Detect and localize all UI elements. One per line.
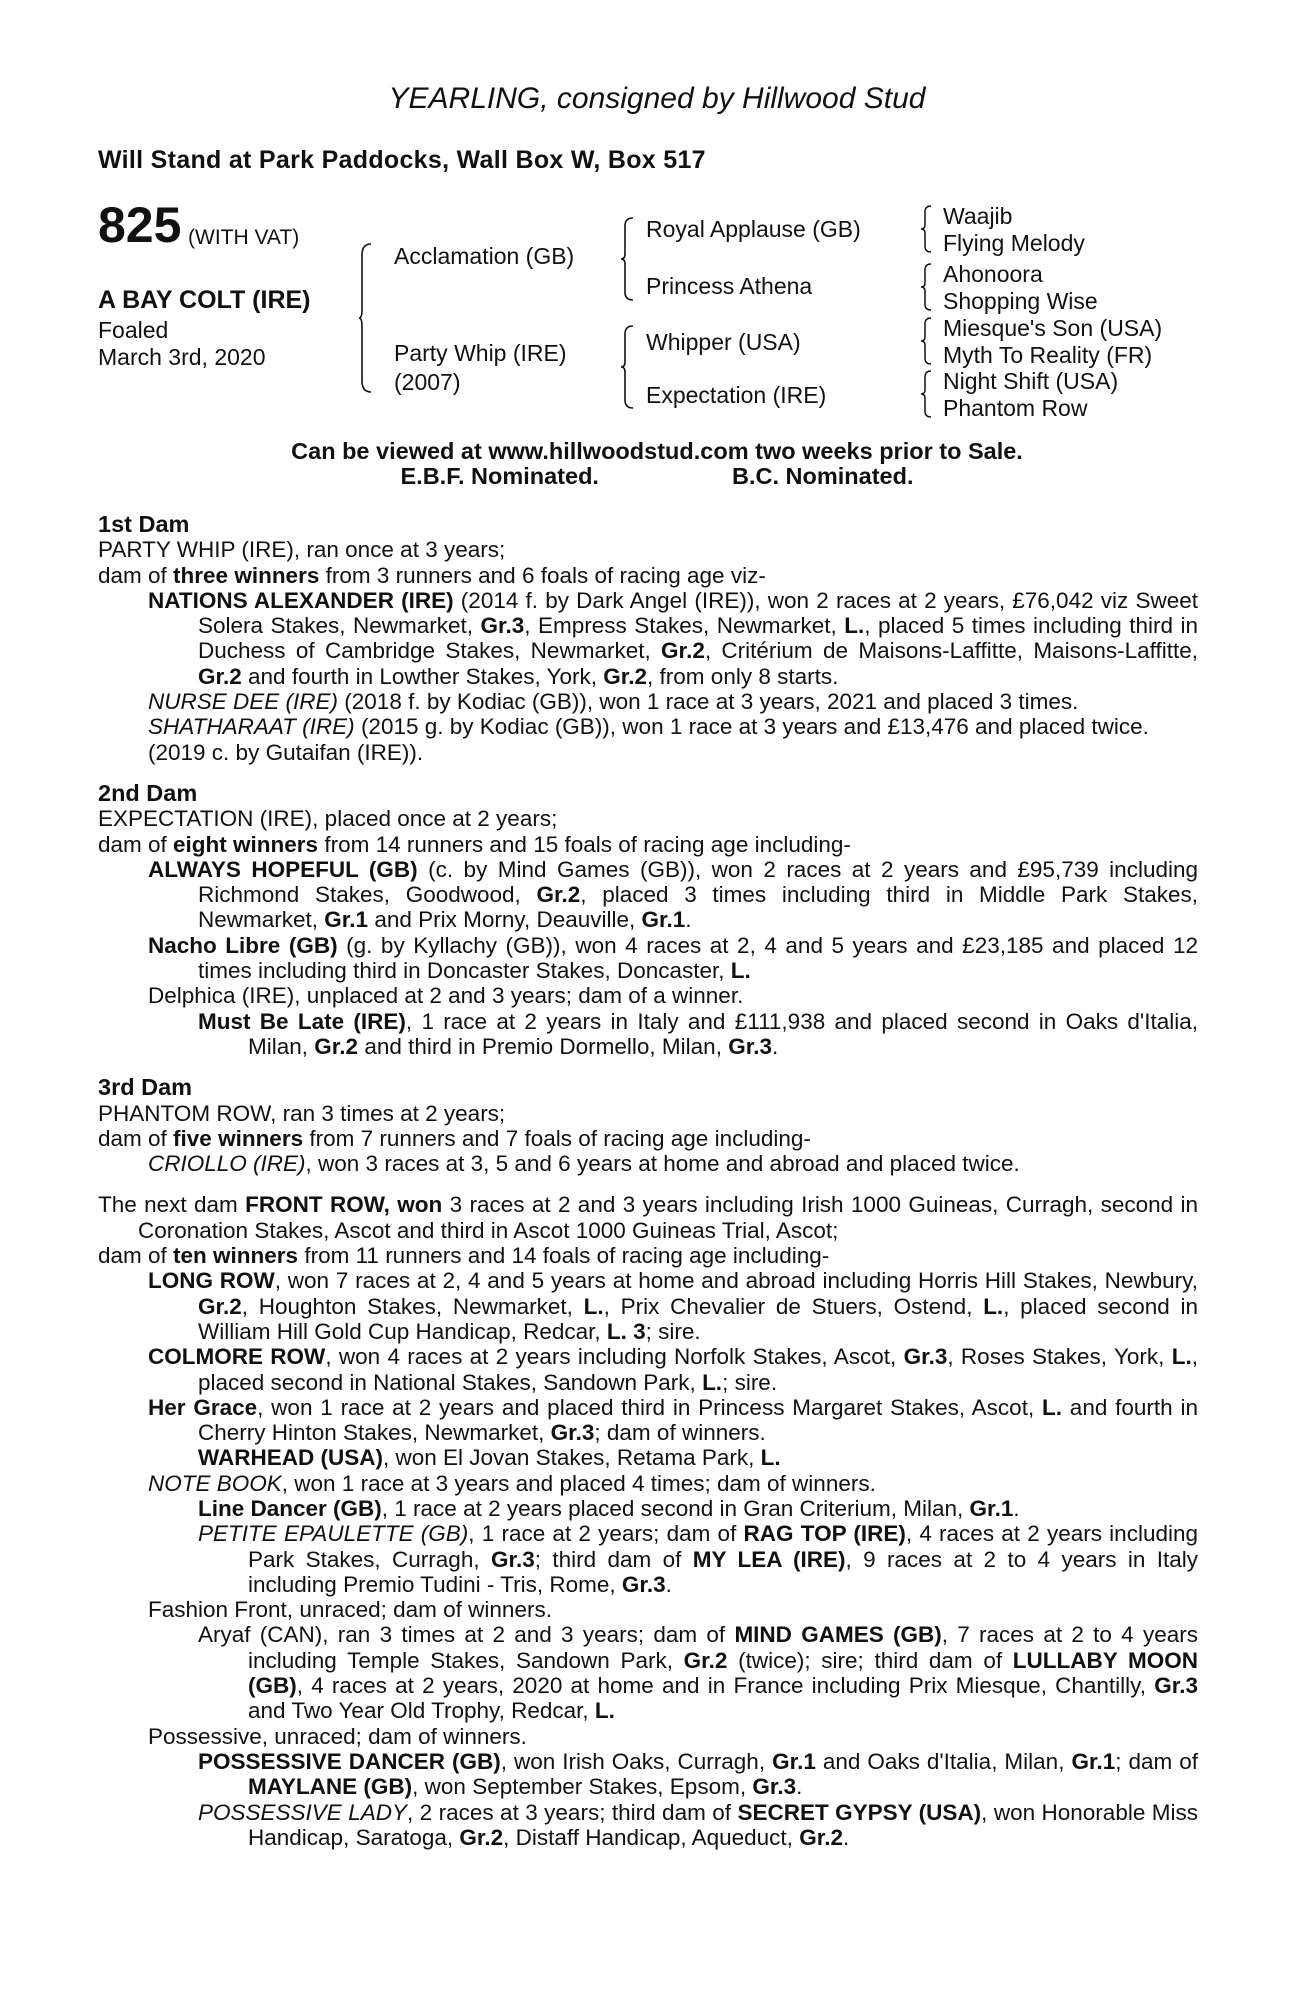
- bold-text: Gr.3: [550, 1420, 595, 1446]
- text-run: , won 3 races at 3, 5 and 6 years at home and abroad and placed twice.: [305, 1151, 1020, 1177]
- text-run: , 9 races at 2 to 4 years in Italy including Premio Tudini - Tris, Rome,: [248, 1546, 1198, 1597]
- pedigree-entry: [98, 689, 1198, 714]
- text-run: Possessive, unraced; dam of winners.: [148, 1723, 527, 1749]
- text-run: , Empress Stakes, Newmarket,: [524, 613, 845, 639]
- pedigree-brace-g3-3: [920, 317, 932, 365]
- section-heading: 3rd Dam: [98, 1074, 193, 1101]
- bold-text: Gr.2: [661, 638, 705, 664]
- pedigree-entry: [98, 857, 1198, 933]
- text-run: 3 races at 2 and 3 years including Irish 1000 Guineas, Curragh, second in Coronation Stakes, Ascot and third in Ascot 1000 Guineas Trial, Ascot;: [138, 1192, 1199, 1243]
- pedigree-dam-dam: Expectation (IRE): [646, 382, 827, 408]
- text-run: , 7 races at 2 to 4 years including Temple Stakes, Sandown Park,: [248, 1622, 1198, 1673]
- bold-text: Her Grace: [148, 1394, 258, 1420]
- pedigree-sire: Acclamation (GB): [394, 243, 575, 269]
- viewing-note: Can be viewed at www.hillwoodstud.com two weeks prior to Sale.: [291, 438, 1023, 464]
- bold-text: L.: [1042, 1394, 1062, 1420]
- text-run: The next dam: [98, 1192, 246, 1218]
- ebf-nomination: E.B.F. Nominated.: [400, 463, 599, 489]
- section-gap: [98, 1059, 1198, 1075]
- lot-description: A BAY COLT (IRE): [98, 286, 311, 314]
- text-run: (2015 g. by Kodiac (GB)), won 1 race at 3 years and £13,476 and placed twice.: [354, 714, 1149, 740]
- text-run: from 14 runners and 15 foals of racing age including-: [318, 831, 851, 857]
- text-run: and Prix Morny, Deauville,: [368, 907, 642, 933]
- italic-text: NOTE BOOK: [148, 1470, 282, 1496]
- text-run: , placed 5 times including third in Duchess of Cambridge Stakes, Newmarket,: [198, 613, 1198, 664]
- text-run: PARTY WHIP (IRE), ran once at 3 years;: [98, 537, 506, 563]
- pedigree-brace-sire: [620, 217, 634, 301]
- bold-text: FRONT ROW, won: [245, 1192, 443, 1218]
- pedigree-entry: [98, 563, 1198, 588]
- bold-text: Gr.1: [1071, 1748, 1116, 1774]
- bold-text: Must Be Late (IRE): [198, 1008, 406, 1034]
- pedigree-sire-sire: Royal Applause (GB): [646, 216, 861, 242]
- text-run: .: [665, 1571, 672, 1597]
- pedigree-entry: [98, 1395, 1198, 1446]
- bold-text: Gr.3: [1154, 1673, 1198, 1699]
- bold-text: Gr.2: [799, 1824, 843, 1850]
- foaled-info: [98, 317, 265, 371]
- pedigree-entry: [98, 832, 1198, 857]
- text-run: , placed 3 times including third in Middle Park Stakes, Newmarket,: [198, 882, 1199, 933]
- text-run: , Roses Stakes, York,: [947, 1344, 1172, 1370]
- pedigree-entry: [98, 1622, 1198, 1723]
- bold-text: SECRET GYPSY (USA): [737, 1799, 982, 1825]
- text-run: from 7 runners and 7 foals of racing age including-: [303, 1125, 811, 1151]
- text-run: , from only 8 starts.: [647, 663, 839, 689]
- pedigree-entry: [98, 1192, 1198, 1243]
- bold-text: Gr.3: [728, 1033, 772, 1059]
- text-run: , won 1 race at 3 years and placed 4 times; dam of winners.: [281, 1470, 876, 1496]
- text-run: from 11 runners and 14 foals of racing age including-: [298, 1243, 830, 1269]
- pedigree-g3-8: Phantom Row: [943, 395, 1088, 421]
- bold-text: Gr.2: [459, 1824, 504, 1850]
- pedigree-entry: [98, 1800, 1198, 1851]
- bold-text: L.: [844, 613, 865, 639]
- bold-text: Gr.3: [621, 1571, 666, 1597]
- text-run: PHANTOM ROW, ran 3 times at 2 years;: [98, 1100, 506, 1126]
- text-run: dam of: [98, 1125, 174, 1151]
- pedigree-g3-7: Night Shift (USA): [943, 368, 1119, 394]
- pedigree-g3-5: Miesque's Son (USA): [943, 315, 1163, 341]
- text-run: from 3 runners and 6 foals of racing age viz-: [319, 562, 766, 588]
- text-run: (g. by Kyllachy (GB)), won 4 races at 2, 4 and 5 years and £23,185 and placed 12 times including third in Doncaster Stakes, Doncaster,: [198, 932, 1198, 984]
- pedigree-entry: [98, 1151, 1198, 1176]
- lot-number: 825: [98, 197, 182, 253]
- text-run: , won 4 races at 2 years including Norfolk Stakes, Ascot,: [325, 1344, 904, 1370]
- pedigree-entry: [98, 740, 1198, 765]
- pedigree-entry: [98, 537, 1198, 562]
- bold-text: MIND GAMES (GB): [734, 1622, 942, 1648]
- pedigree-brace-main: [358, 243, 372, 393]
- pedigree-g3-4: Shopping Wise: [943, 288, 1098, 314]
- pedigree-entry: [98, 933, 1198, 984]
- pedigree-g3-1: Waajib: [943, 203, 1013, 229]
- bold-text: Gr.3: [490, 1546, 535, 1572]
- text-run: , 1 race at 2 years in Italy and £111,938 and placed second in Oaks d'Italia, Milan,: [248, 1008, 1199, 1059]
- foaled-label: Foaled: [98, 317, 169, 343]
- text-run: , won 7 races at 2, 4 and 5 years at home and abroad including Horris Hill Stakes, Newbury,: [274, 1268, 1198, 1294]
- pedigree-brace-dam: [620, 325, 634, 409]
- text-run: , placed second in William Hill Gold Cup Handicap, Redcar,: [198, 1293, 1199, 1344]
- stand-location: Will Stand at Park Paddocks, Wall Box W, Box 517: [98, 146, 706, 174]
- bold-text: LONG ROW: [148, 1268, 275, 1294]
- pedigree-entry: [98, 1009, 1198, 1060]
- pedigree-entry: [98, 1445, 1198, 1470]
- italic-text: PETITE EPAULETTE (GB): [198, 1521, 469, 1547]
- text-run: (twice); sire; third dam of: [727, 1647, 1013, 1673]
- nominations-line: [0, 463, 1314, 490]
- bold-text: Gr.1: [772, 1748, 816, 1774]
- bold-text: Gr.3: [480, 613, 525, 639]
- bold-text: L.: [1171, 1344, 1192, 1370]
- bold-text: ten winners: [173, 1243, 299, 1269]
- bold-text: LULLABY MOON (GB): [248, 1647, 1198, 1699]
- bold-text: MAYLANE (GB): [248, 1774, 413, 1800]
- text-run: dam of: [98, 562, 174, 588]
- pedigree-g3-6: Myth To Reality (FR): [943, 342, 1153, 368]
- text-run: .: [1013, 1495, 1020, 1521]
- text-run: .: [842, 1824, 850, 1850]
- pedigree-entry: [98, 1496, 1198, 1521]
- bc-nomination: B.C. Nominated.: [732, 463, 914, 489]
- bold-text: Gr.2: [198, 663, 242, 689]
- bold-text: RAG TOP (IRE): [743, 1521, 906, 1547]
- text-run: Delphica (IRE), unplaced at 2 and 3 years; dam of a winner.: [148, 983, 744, 1009]
- text-run: ; dam of: [1115, 1748, 1198, 1774]
- pedigree-entry: [98, 1268, 1198, 1344]
- text-run: ; dam of winners.: [594, 1420, 766, 1446]
- bold-text: eight winners: [173, 831, 319, 857]
- bold-text: NATIONS ALEXANDER (IRE): [148, 587, 454, 613]
- text-run: , 4 races at 2 years, 2020 at home and in France including Prix Miesque, Chantilly,: [296, 1673, 1155, 1699]
- bold-text: Nacho Libre (GB): [148, 932, 338, 958]
- text-run: , 4 races at 2 years including Park Stakes, Curragh,: [248, 1521, 1198, 1572]
- bold-text: L.: [702, 1369, 723, 1395]
- pedigree-entry: [98, 588, 1198, 689]
- italic-text: SHATHARAAT (IRE): [148, 714, 355, 740]
- bold-text: L.: [583, 1293, 604, 1319]
- bold-text: Gr.2: [603, 663, 648, 689]
- text-run: and Two Year Old Trophy, Redcar,: [248, 1698, 595, 1724]
- pedigree-entry: [98, 806, 1198, 831]
- bold-text: L.: [760, 1445, 781, 1471]
- text-run: .: [771, 1033, 779, 1059]
- text-run: , won 1 race at 2 years and placed third in Princess Margaret Stakes, Ascot,: [257, 1394, 1042, 1420]
- bold-text: Gr.2: [198, 1293, 242, 1319]
- pedigree-entry: [98, 1344, 1198, 1395]
- pedigree-entry: [98, 1724, 1198, 1749]
- pedigree-g3-3: Ahonoora: [943, 261, 1043, 287]
- text-run: (2018 f. by Kodiac (GB)), won 1 race at 3 years, 2021 and placed 3 times.: [338, 689, 1079, 715]
- bold-text: five winners: [173, 1125, 304, 1151]
- pedigree-entry: [98, 1749, 1198, 1800]
- pedigree-brace-g3-2: [920, 263, 932, 311]
- bold-text: L.: [594, 1698, 615, 1724]
- text-run: (2019 c. by Gutaifan (IRE)).: [148, 739, 424, 765]
- text-run: and third in Premio Dormello, Milan,: [358, 1033, 729, 1059]
- text-run: , 2 races at 3 years; third dam of: [407, 1799, 738, 1825]
- text-run: ; third dam of: [534, 1546, 693, 1572]
- text-run: Fashion Front, unraced; dam of winners.: [148, 1597, 552, 1623]
- bold-text: ALWAYS HOPEFUL (GB): [148, 856, 418, 882]
- bold-text: Line Dancer (GB): [198, 1495, 382, 1521]
- text-run: ; sire.: [722, 1369, 778, 1395]
- pedigree-entry: [98, 1471, 1198, 1496]
- bold-text: Gr.2: [536, 882, 581, 908]
- pedigree-entry: [98, 983, 1198, 1008]
- bold-text: three winners: [173, 562, 320, 588]
- text-run: , won September Stakes, Epsom,: [412, 1774, 753, 1800]
- text-run: and fourth in Lowther Stakes, York,: [241, 663, 604, 689]
- bold-text: L.: [730, 958, 751, 984]
- bold-text: POSSESSIVE DANCER (GB): [198, 1748, 501, 1774]
- bold-text: MY LEA (IRE): [692, 1546, 846, 1572]
- pedigree-sire-dam: Princess Athena: [646, 273, 813, 299]
- text-run: , won Irish Oaks, Curragh,: [500, 1748, 773, 1774]
- section-heading: 1st Dam: [98, 511, 190, 537]
- text-run: (2014 f. by Dark Angel (IRE)), won 2 races at 2 years, £76,042 viz Sweet Solera Stakes, Newmarket,: [198, 587, 1198, 639]
- bold-text: Gr.2: [683, 1647, 728, 1673]
- pedigree-g3-2: Flying Melody: [943, 230, 1085, 256]
- bold-text: Gr.2: [314, 1033, 359, 1059]
- text-run: Aryaf (CAN), ran 3 times at 2 and 3 years; dam of: [198, 1622, 735, 1648]
- text-run: ; sire.: [645, 1318, 701, 1344]
- pedigree-entry: [98, 1101, 1198, 1126]
- section-gap: [98, 765, 1198, 781]
- foaled-date: March 3rd, 2020: [98, 344, 266, 370]
- text-run: dam of: [98, 831, 174, 857]
- bold-text: L.: [983, 1293, 1004, 1319]
- section-gap: [98, 1176, 1198, 1192]
- text-run: , 1 race at 2 years; dam of: [468, 1521, 744, 1547]
- section-heading: 2nd Dam: [98, 779, 198, 806]
- italic-text: POSSESSIVE LADY: [198, 1799, 408, 1825]
- bold-text: WARHEAD (USA): [198, 1445, 383, 1471]
- text-run: (c. by Mind Games (GB)), won 2 races at 2 years and £95,739 including Richmond Stakes, Goodwood,: [198, 856, 1198, 908]
- text-run: and Oaks d'Italia, Milan,: [815, 1748, 1072, 1774]
- vat-note: (WITH VAT): [188, 226, 300, 249]
- text-run: .: [685, 907, 692, 933]
- pedigree-entry: [98, 1126, 1198, 1151]
- italic-text: CRIOLLO (IRE): [148, 1151, 306, 1177]
- text-run: , Prix Chevalier de Stuers, Ostend,: [603, 1293, 984, 1319]
- bold-text: Gr.3: [752, 1774, 797, 1800]
- pedigree-brace-g3-1: [920, 205, 932, 253]
- text-run: , won Honorable Miss Handicap, Saratoga,: [248, 1799, 1199, 1850]
- bold-text: Gr.1: [324, 907, 369, 933]
- pedigree-dam-sire: Whipper (USA): [646, 329, 801, 355]
- pedigree-entry: [98, 714, 1198, 739]
- text-run: , 1 race at 2 years placed second in Gran Criterium, Milan,: [381, 1495, 970, 1521]
- pedigree-entry: [98, 1597, 1198, 1622]
- text-run: , Houghton Stakes, Newmarket,: [241, 1293, 584, 1319]
- bold-text: COLMORE ROW: [148, 1344, 326, 1370]
- bold-text: Gr.1: [969, 1495, 1014, 1521]
- pedigree-dam-year: (2007): [394, 369, 461, 395]
- text-run: , Critérium de Maisons-Laffitte, Maisons-Laffitte,: [704, 638, 1198, 664]
- pedigree-entry: [98, 1243, 1198, 1268]
- text-run: and fourth in Cherry Hinton Stakes, Newmarket,: [198, 1394, 1198, 1446]
- pedigree-brace-g3-4: [920, 370, 932, 418]
- text-run: EXPECTATION (IRE), placed once at 2 years;: [98, 806, 558, 832]
- pedigree-entry: [98, 1521, 1198, 1597]
- text-run: , placed second in National Stakes, Sandown Park,: [198, 1344, 1199, 1395]
- text-run: dam of: [98, 1243, 174, 1269]
- bold-text: Gr.1: [641, 907, 686, 933]
- text-run: , Distaff Handicap, Aqueduct,: [503, 1824, 800, 1850]
- pedigree-notes: [98, 512, 1198, 1850]
- italic-text: NURSE DEE (IRE): [148, 689, 339, 715]
- pedigree-dam: Party Whip (IRE): [394, 340, 567, 366]
- text-run: , won El Jovan Stakes, Retama Park,: [383, 1445, 761, 1471]
- page-title: YEARLING, consigned by Hillwood Stud: [388, 82, 926, 115]
- bold-text: L. 3: [606, 1318, 646, 1344]
- bold-text: Gr.3: [903, 1344, 948, 1370]
- text-run: .: [796, 1774, 803, 1800]
